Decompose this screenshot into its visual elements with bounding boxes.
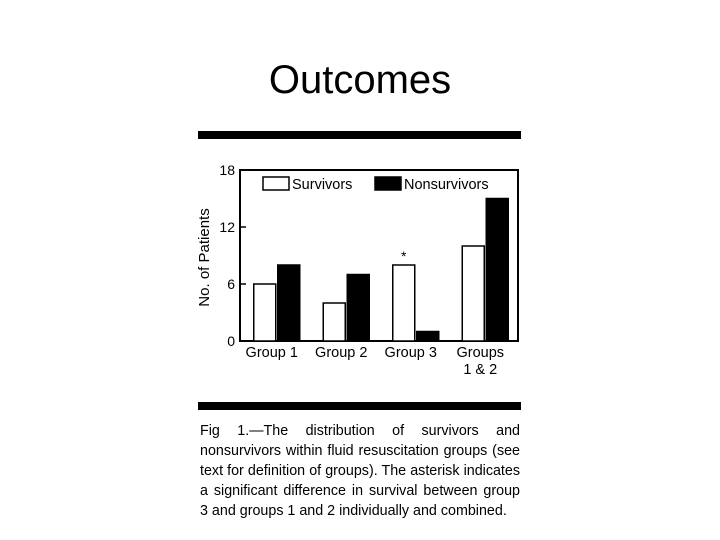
bottom-rule [198,402,521,410]
survivors-bar [393,265,415,341]
y-tick-label: 12 [219,219,235,235]
x-category-label: Group 1 [245,345,298,361]
bar-chart [190,150,520,382]
nonsurvivors-bar [278,265,300,341]
x-category-label: Groups 1 & 2 [456,345,505,378]
nonsurvivors-bar [486,199,508,342]
significance-asterisk: * [401,248,407,264]
survivors-bar [323,303,345,341]
x-category-label: Group 2 [315,345,368,361]
y-tick-label: 0 [227,333,235,349]
y-tick-label: 6 [227,276,235,292]
x-category-label: Group 3 [384,345,437,361]
legend-label-nonsurvivors: Nonsurvivors [404,177,489,193]
survivors-bar [254,284,276,341]
nonsurvivors-bar [417,332,439,342]
survivors-bar [462,246,484,341]
nonsurvivors-bar [347,275,369,342]
y-axis-label: No. of Patients [196,208,213,307]
legend-swatch-survivors [263,177,289,190]
figure-caption: Fig 1.—The distribution of survivors and nonsurvivors within fluid resuscitation groups (see text for definition of groups). The asterisk indicates a significant difference in survival between group 3 and groups 1 and 2 individually and combined. [200,423,520,519]
top-rule [198,131,521,139]
legend-label-survivors: Survivors [292,177,353,193]
y-tick-label: 18 [219,162,235,178]
slide-title: Outcomes [268,58,452,102]
legend-swatch-nonsurvivors [375,177,401,190]
